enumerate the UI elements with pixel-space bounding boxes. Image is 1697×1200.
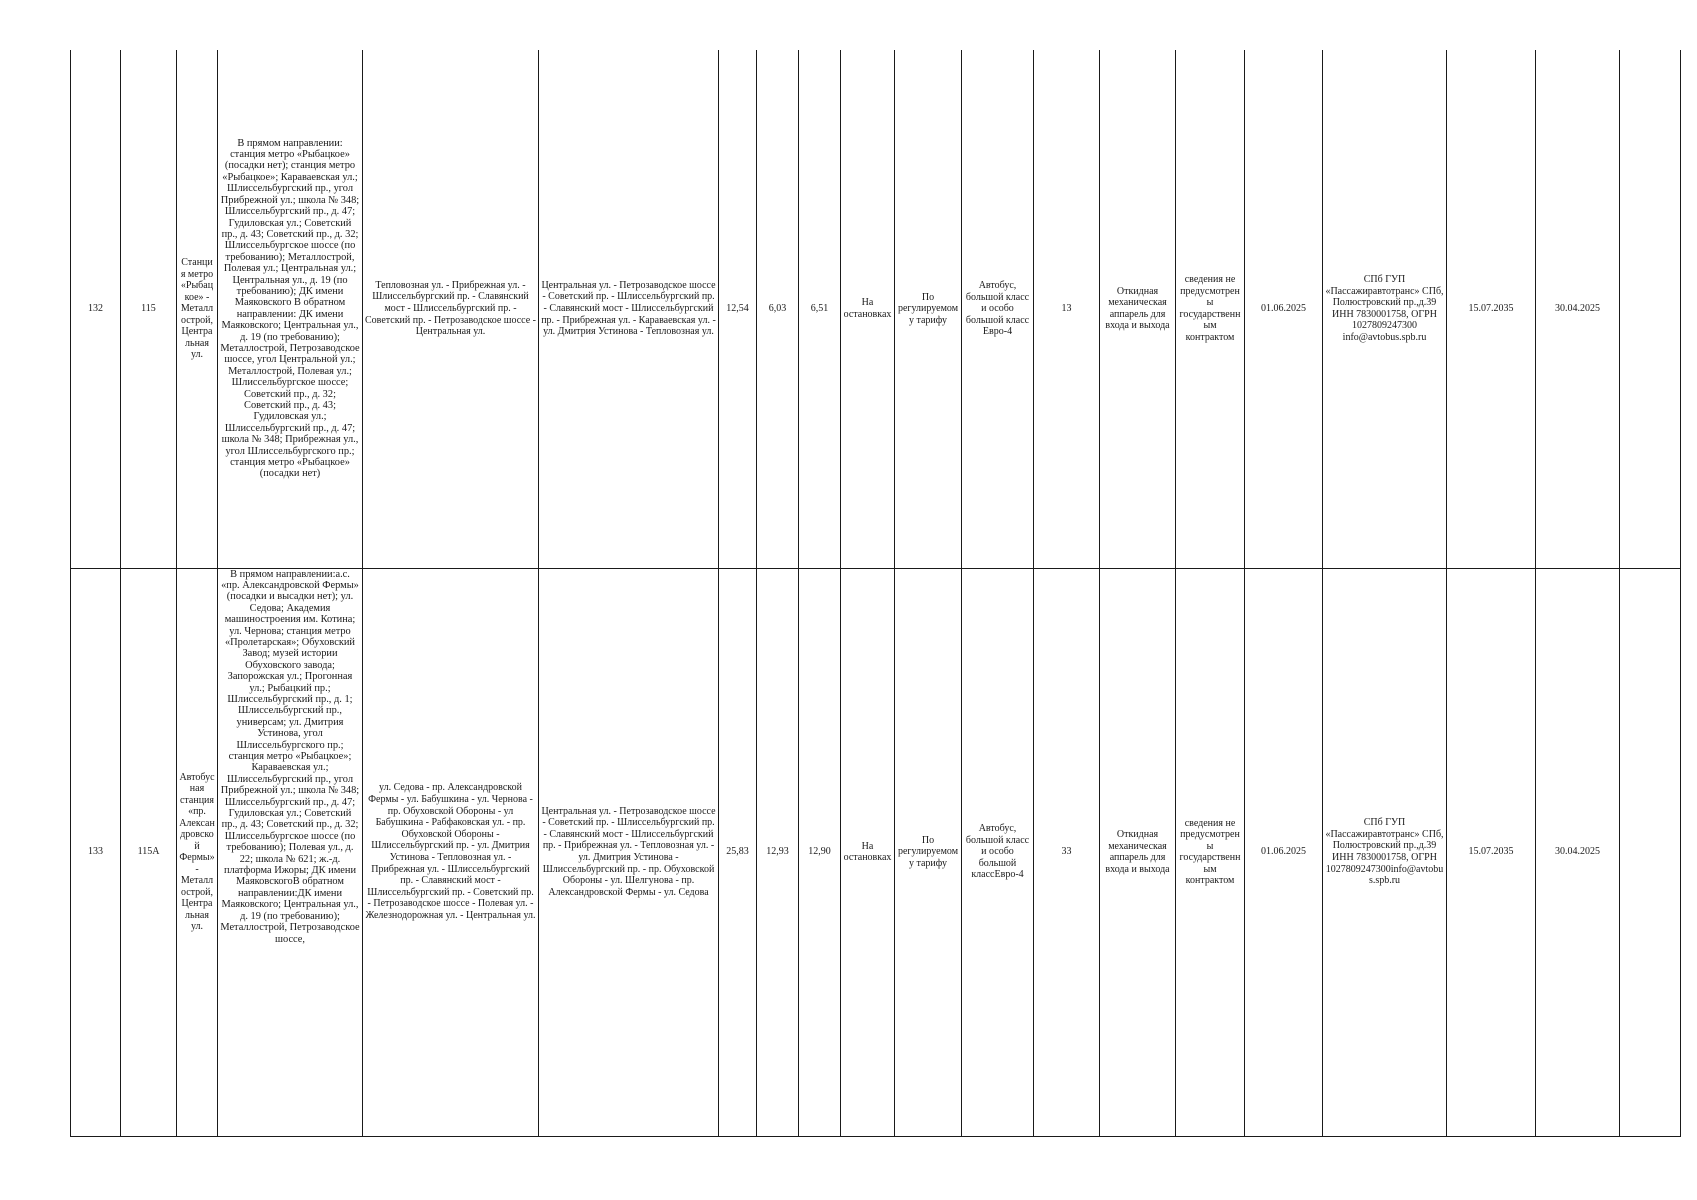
end-date: 15.07.2035 <box>1447 50 1536 568</box>
length-forward: 12,54 <box>719 50 757 568</box>
start-date: 01.06.2025 <box>1245 50 1323 568</box>
extra-cell <box>1620 568 1681 1136</box>
vehicle-type: Автобус, большой класс и особо большой классЕвро-4 <box>962 568 1034 1136</box>
end-date: 15.07.2035 <box>1447 568 1536 1136</box>
length-total: 6,51 <box>799 50 841 568</box>
boarding-order: На остановках <box>841 568 895 1136</box>
updated-date: 30.04.2025 <box>1536 568 1620 1136</box>
updated-date: 30.04.2025 <box>1536 50 1620 568</box>
vehicle-type: Автобус, большой класс и особо большой класс Евро-4 <box>962 50 1034 568</box>
stops-list: В прямом направлении:а.с. «пр. Александровской Фермы» (посадки и высадки нет); ул. Седова; Академия машиностроения им. Котина; ул. Чернова; станция метро «Пролетарская»; Обуховский Завод; музей истории Обуховского завода; Запорожская ул.; Прогонная ул.; Рыбацкий пр.; Шлиссельбургский пр., д. 1; Шлиссельбургский пр., универсам; ул. Дмитрия Устинова, угол Шлиссельбургского пр.; станция метро «Рыбацкое»; Караваевская ул.; Шлиссельбургский пр., угол Прибрежной ул.; школа № 348; Шлиссельбургский пр., д. 47; Гудиловская ул.; Советский пр., д. 43; Советский пр., д. 32; Шлиссельбургское шоссе (по требованию); Полевая ул., д. 22; школа № 621; ж.-д. платформа Ижоры; ДК имени МаяковскогоВ обратном направлении:ДК имени Маяковского; Центральная ул., д. 19 (по требованию); Металлострой, Петрозаводское шоссе, <box>218 568 363 1136</box>
contract-info: сведения не предусмотрены государственным контрактом <box>1176 50 1245 568</box>
length-backward: 12,93 <box>757 568 799 1136</box>
route-number: 115 <box>121 50 177 568</box>
vehicle-equipment: Откидная механическая аппарель для входа и выхода <box>1100 50 1176 568</box>
route-number: 115А <box>121 568 177 1136</box>
table-row <box>71 50 1681 568</box>
boarding-order: На остановках <box>841 50 895 568</box>
vehicle-count: 33 <box>1034 568 1100 1136</box>
operator-info: СПб ГУП «Пассажиравтотранс» СПб, Полюстровский пр.,д.39 ИНН 7830001758, ОГРН 1027809247300 info@avtobus.spb.ru <box>1323 50 1447 568</box>
route-registry-table <box>70 50 1681 1137</box>
extra-cell <box>1620 50 1681 568</box>
registry-number: 132 <box>71 50 121 568</box>
start-date: 01.06.2025 <box>1245 568 1323 1136</box>
tariff-type: По регулируемому тарифу <box>895 50 962 568</box>
length-total: 12,90 <box>799 568 841 1136</box>
registry-number: 133 <box>71 568 121 1136</box>
stops-list: В прямом направлении: станция метро «Рыбацкое» (посадки нет); станция метро «Рыбацкое»; Караваевская ул.; Шлиссельбургский пр., угол Прибрежной ул.; школа № 348; Шлиссельбургский пр., д. 47; Гудиловская ул.; Советский пр., д. 43; Советский пр., д. 32; Шлиссельбургское шоссе (по требованию); Металлострой, Полевая ул.; Центральная ул.; Центральная ул., д. 19 (по требованию); ДК имени Маяковского В обратном направлении: ДК имени Маяковского; Центральная ул., д. 19 (по требованию); Металлострой, Петрозаводское шоссе, угол Центральной ул.; Металлострой, Полевая ул.; Шлиссельбургское шоссе; Советский пр., д. 32; Советский пр., д. 43; Гудиловская ул.; Шлиссельбургский пр., д. 47; школа № 348; Прибрежная ул., угол Шлиссельбургского пр.; станция метро «Рыбацкое» (посадки нет) <box>218 50 363 568</box>
vehicle-equipment: Откидная механическая аппарель для входа и выхода <box>1100 568 1176 1136</box>
tariff-type: По регулируемому тарифу <box>895 568 962 1136</box>
route-name: Станция метро «Рыбацкое» - Металлострой, Центральная ул. <box>177 50 218 568</box>
streets-backward: Центральная ул. - Петрозаводское шоссе - Советский пр. - Шлиссельбургский пр. - Славянский мост - Шлиссельбургский пр. - Прибрежная ул. - Караваевская ул. - ул. Дмитрия Устинова - Тепловозная ул. <box>539 50 719 568</box>
streets-backward: Центральная ул. - Петрозаводское шоссе - Советский пр. - Шлиссельбургский пр. - Славянский мост - Шлиссельбургский пр. - Прибрежная ул. - Тепловозная ул. - ул. Дмитрия Устинова - Шлиссельбургский пр. - пр. Обуховской Обороны - ул. Шелгунова - пр. Александровской Фермы - ул. Седова <box>539 568 719 1136</box>
vehicle-count: 13 <box>1034 50 1100 568</box>
route-name: Автобусная станция «пр. Александровской Фермы» - Металлострой, Центральная ул. <box>177 568 218 1136</box>
streets-forward: Тепловозная ул. - Прибрежная ул. - Шлиссельбургский пр. - Славянский мост - Шлиссельбургский пр. - Советский пр. - Петрозаводское шоссе - Центральная ул. <box>363 50 539 568</box>
table-row <box>71 568 1681 1136</box>
operator-info: СПб ГУП «Пассажиравтотранс» СПб, Полюстровский пр.,д.39 ИНН 7830001758, ОГРН 1027809247300info@avtobus.spb.ru <box>1323 568 1447 1136</box>
length-backward: 6,03 <box>757 50 799 568</box>
length-forward: 25,83 <box>719 568 757 1136</box>
streets-forward: ул. Седова - пр. Александровской Фермы - ул. Бабушкина - ул. Чернова - пр. Обуховской Обороны - ул Бабушкина - Рабфаковская ул. - пр. Обуховской Обороны - Шлиссельбургский пр. - ул. Дмитрия Устинова - Тепловозная ул. - Прибрежная ул. - Шлиссельбургский пр. - Славянский мост - Шлиссельбургский пр. - Советский пр. - Петрозаводское шоссе - Полевая ул. - Железнодорожная ул. - Центральная ул. <box>363 568 539 1136</box>
contract-info: сведения не предусмотрены государственным контрактом <box>1176 568 1245 1136</box>
